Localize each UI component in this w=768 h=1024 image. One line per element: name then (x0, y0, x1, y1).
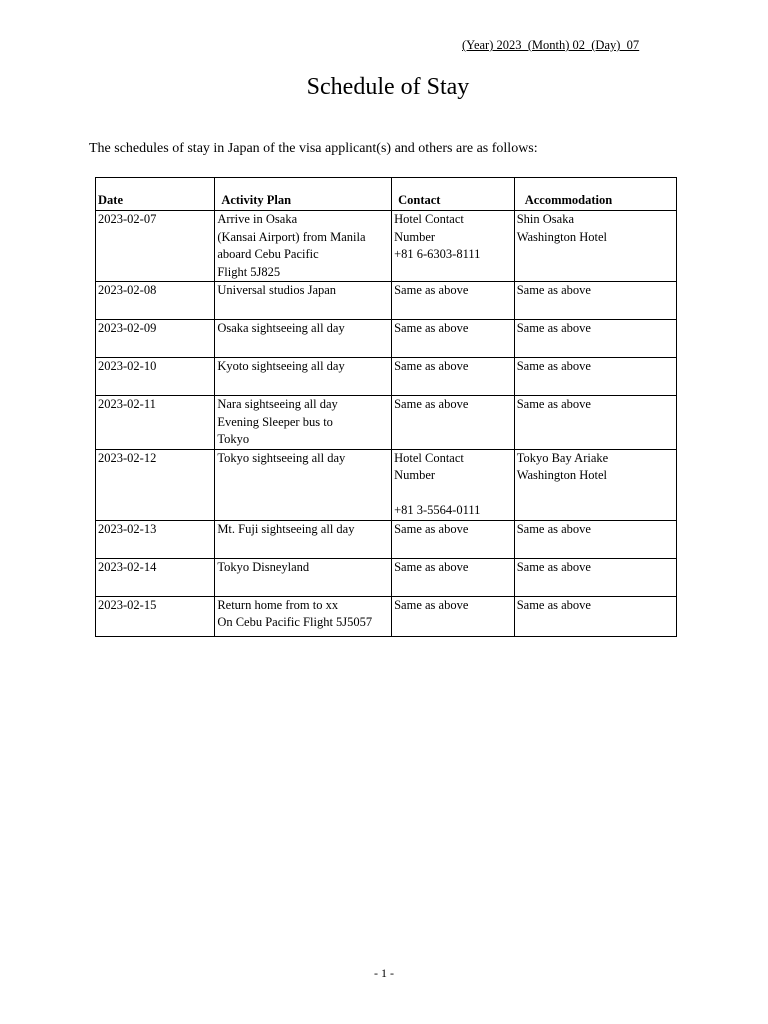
cell-accommodation (514, 282, 676, 320)
cell-contact (392, 558, 515, 596)
cell-contact-line (394, 485, 512, 503)
cell-activity-plan (215, 282, 392, 320)
cell-accommodation-line: Shin Osaka (516, 212, 574, 226)
cell-activity-plan-line: Mt. Fuji sightseeing all day (217, 521, 355, 536)
page-title: Schedule of Stay (306, 74, 470, 100)
cell-activity-plan (215, 558, 392, 596)
table-row (96, 558, 677, 596)
table-row (96, 520, 677, 558)
cell-contact-line: Same as above (394, 359, 469, 373)
table-row (96, 596, 677, 636)
cell-contact-line: Same as above (394, 559, 469, 574)
cell-accommodation-line: Same as above (516, 321, 591, 335)
cell-accommodation-line: Washington Hotel (516, 468, 608, 482)
cell-contact-line: Same as above (394, 521, 469, 536)
table-row (96, 320, 677, 358)
cell-date-text: 2023-02-08 (98, 283, 157, 297)
cell-contact (392, 449, 515, 520)
column-header-contact: Contact (392, 178, 515, 211)
cell-activity-plan-line: Evening Sleeper bus to (217, 414, 333, 429)
table-row (96, 358, 677, 396)
cell-date-text: 2023-02-10 (98, 359, 157, 373)
cell-date (96, 396, 215, 450)
cell-contact-line: Number (394, 229, 436, 244)
cell-accommodation (514, 358, 676, 396)
table-row (96, 396, 677, 450)
cell-activity-plan-line: Osaka sightseeing all day (217, 321, 345, 335)
cell-date (96, 211, 215, 282)
cell-contact-line: +81 6-6303-8111 (394, 247, 481, 261)
cell-date-text: 2023-02-12 (98, 450, 157, 465)
cell-activity-plan-line: Tokyo sightseeing all day (217, 450, 346, 465)
cell-accommodation-line: Same as above (516, 283, 591, 297)
column-header-date: Date (96, 178, 215, 211)
cell-activity-plan (215, 520, 392, 558)
table-header-row (96, 178, 677, 211)
cell-date (96, 449, 215, 520)
cell-activity-plan-line: Nara sightseeing all day (217, 397, 338, 411)
page-number: - 1 - (374, 966, 394, 980)
cell-accommodation (514, 558, 676, 596)
cell-activity-plan (215, 596, 392, 636)
cell-contact (392, 211, 515, 282)
cell-contact-line: Hotel Contact (394, 450, 464, 465)
cell-accommodation-line: Same as above (516, 597, 591, 612)
cell-contact-line: Same as above (394, 283, 469, 297)
cell-activity-plan-line: On Cebu Pacific Flight 5J5057 (217, 615, 373, 629)
cell-accommodation (514, 211, 676, 282)
cell-date-text: 2023-02-07 (98, 212, 157, 226)
cell-date-text: 2023-02-15 (98, 597, 157, 612)
cell-activity-plan (215, 358, 392, 396)
cell-accommodation-line: Same as above (516, 359, 591, 373)
cell-date-text: 2023-02-13 (98, 521, 157, 536)
cell-date (96, 520, 215, 558)
cell-activity-plan-line: Arrive in Osaka (217, 212, 298, 226)
cell-date (96, 358, 215, 396)
schedule-table-body (96, 211, 677, 637)
cell-activity-plan-line: Universal studios Japan (217, 283, 337, 297)
cell-contact-line: +81 3-5564-0111 (394, 503, 481, 517)
cell-contact-line: Hotel Contact (394, 212, 464, 226)
column-header-accommodation: Accommodation (514, 178, 676, 211)
cell-date (96, 558, 215, 596)
cell-contact-line: Number (394, 468, 436, 482)
cell-activity-plan-line: Tokyo (217, 432, 250, 446)
cell-accommodation (514, 320, 676, 358)
cell-activity-plan (215, 449, 392, 520)
schedule-table (95, 177, 677, 637)
cell-date (96, 320, 215, 358)
cell-activity-plan-line: Flight 5J825 (217, 264, 281, 279)
cell-contact (392, 358, 515, 396)
document-date: (Year) 2023 (Month) 02 (Day) 07 (462, 38, 640, 52)
cell-accommodation-line: Same as above (516, 559, 591, 574)
cell-activity-plan-line: Kyoto sightseeing all day (217, 359, 345, 373)
cell-date (96, 282, 215, 320)
cell-date-text: 2023-02-11 (98, 397, 156, 411)
cell-accommodation-line: Same as above (516, 521, 591, 536)
cell-contact (392, 282, 515, 320)
cell-activity-plan-line: aboard Cebu Pacific (217, 247, 319, 261)
cell-date-text: 2023-02-14 (98, 559, 157, 574)
cell-activity-plan-line: (Kansai Airport) from Manila (217, 229, 366, 244)
table-row (96, 282, 677, 320)
cell-contact-line: Same as above (394, 397, 469, 411)
cell-contact (392, 320, 515, 358)
cell-contact (392, 596, 515, 636)
cell-activity-plan (215, 320, 392, 358)
cell-accommodation (514, 449, 676, 520)
cell-contact-line: Same as above (394, 597, 469, 612)
cell-contact-line: Same as above (394, 321, 469, 335)
cell-accommodation-line: Washington Hotel (516, 229, 608, 244)
cell-accommodation (514, 596, 676, 636)
intro-text: The schedules of stay in Japan of the visa applicant(s) and others are as follows: (89, 141, 538, 156)
cell-accommodation (514, 520, 676, 558)
cell-activity-plan-line: Tokyo Disneyland (217, 559, 310, 574)
cell-contact (392, 396, 515, 450)
table-row (96, 211, 677, 282)
cell-accommodation-line: Same as above (516, 397, 591, 411)
cell-accommodation-line: Tokyo Bay Ariake (516, 450, 609, 465)
cell-date-text: 2023-02-09 (98, 321, 157, 335)
cell-activity-plan (215, 396, 392, 450)
cell-activity-plan-line: Return home from to xx (217, 597, 339, 612)
cell-accommodation (514, 396, 676, 450)
cell-activity-plan (215, 211, 392, 282)
column-header-activity-plan: Activity Plan (215, 178, 392, 211)
cell-contact (392, 520, 515, 558)
cell-date (96, 596, 215, 636)
table-row (96, 449, 677, 520)
